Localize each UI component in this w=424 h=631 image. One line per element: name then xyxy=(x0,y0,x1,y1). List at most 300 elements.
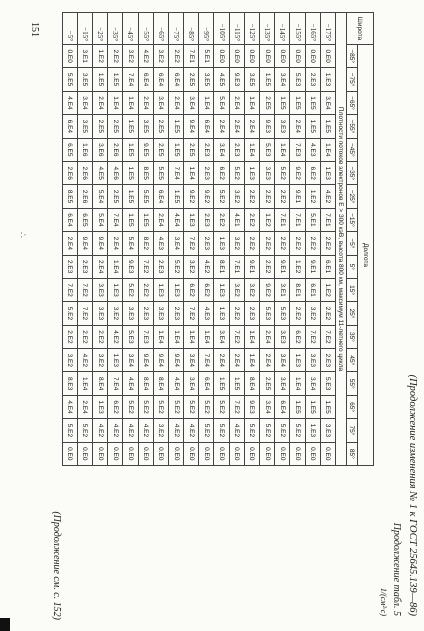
flux-value-cell: 2.E5 xyxy=(153,115,168,138)
table-row xyxy=(138,13,153,466)
flux-value-cell: 4.E2 xyxy=(320,185,335,208)
flux-value-cell: 1.E3 xyxy=(108,278,123,301)
flux-value-cell: 7.E2 xyxy=(184,302,199,325)
flux-value-cell: 7.E4 xyxy=(108,372,123,395)
flux-value-cell: 7.E4 xyxy=(123,68,138,91)
flux-value-cell: 0.E0 xyxy=(305,442,320,465)
flux-value-cell: 5.E1 xyxy=(199,45,214,68)
flux-value-cell: 3.E4 xyxy=(184,372,199,395)
table-row xyxy=(290,13,305,466)
table-body xyxy=(62,13,335,466)
flux-value-cell: 4.E4 xyxy=(123,372,138,395)
flux-value-cell: 3.E5 xyxy=(77,115,92,138)
flux-value-cell: 2.E2 xyxy=(244,208,259,231)
flux-value-cell: 5.E2 xyxy=(275,161,290,184)
flux-value-cell: 2.E4 xyxy=(153,208,168,231)
table-row xyxy=(320,13,335,466)
flux-value-cell: 1.E3 xyxy=(214,232,229,255)
flux-value-cell: 0.E0 xyxy=(305,45,320,68)
flux-value-cell: 1.E4 xyxy=(184,161,199,184)
table-continuation-label: Продолжение табл. 5 xyxy=(391,522,402,616)
flux-value-cell: 0.E0 xyxy=(320,442,335,465)
flux-value-cell: 4.E2 xyxy=(123,419,138,442)
flux-value-cell: 0.E0 xyxy=(77,442,92,465)
flux-value-cell: 3.E3 xyxy=(260,161,275,184)
flux-value-cell: 5.E5 xyxy=(62,68,77,91)
longitude-column-header: −65° xyxy=(347,91,358,114)
flux-value-cell: 6.E4 xyxy=(168,68,183,91)
flux-value-cell: 1.E3 xyxy=(93,395,108,418)
latitude-cell: −15° xyxy=(77,13,92,45)
continuation-note: (Продолжение см. с. 152) xyxy=(51,511,62,620)
flux-value-cell: 9.E1 xyxy=(305,255,320,278)
flux-value-cell: 2.E2 xyxy=(108,45,123,68)
latitude-cell: −45° xyxy=(123,13,138,45)
page-number: 151 xyxy=(29,22,40,37)
flux-value-cell: 1.E5 xyxy=(168,115,183,138)
flux-value-cell: 9.E2 xyxy=(260,278,275,301)
flux-value-cell: 9.E5 xyxy=(138,138,153,161)
flux-value-cell: 1.E4 xyxy=(153,325,168,348)
flux-value-cell: 2.E4 xyxy=(77,395,92,418)
flux-value-cell: 3.E1 xyxy=(275,278,290,301)
flux-value-cell: 3.E3 xyxy=(123,302,138,325)
flux-value-cell: 3.E4 xyxy=(320,91,335,114)
flux-value-cell: 3.E4 xyxy=(168,232,183,255)
flux-value-cell: 2.E5 xyxy=(184,68,199,91)
table-row xyxy=(199,13,214,466)
flux-value-cell: 7.E2 xyxy=(229,395,244,418)
flux-value-cell: 5.E2 xyxy=(184,395,199,418)
flux-value-cell: 1.E4 xyxy=(244,91,259,114)
flux-value-cell: 1.E3 xyxy=(290,349,305,372)
flux-value-cell: 9.E4 xyxy=(168,349,183,372)
flux-value-cell: 3.E3 xyxy=(153,302,168,325)
table-row xyxy=(168,13,183,466)
flux-value-cell: 2.E2 xyxy=(260,185,275,208)
flux-value-cell: 1.E5 xyxy=(123,115,138,138)
flux-value-cell: 3.E2 xyxy=(153,419,168,442)
flux-value-cell: 2.E2 xyxy=(260,232,275,255)
flux-value-cell: 7.E2 xyxy=(77,302,92,325)
flux-value-cell: 9.E2 xyxy=(199,185,214,208)
table-row xyxy=(305,13,320,466)
flux-value-cell: 1.E5 xyxy=(305,395,320,418)
flux-value-cell: 3.E5 xyxy=(138,115,153,138)
flux-value-cell: 5.E2 xyxy=(77,419,92,442)
longitude-columns-row xyxy=(347,13,358,466)
flux-value-cell: 4.E1 xyxy=(229,208,244,231)
flux-value-cell: 2.E4 xyxy=(229,115,244,138)
flux-value-cell: 0.E0 xyxy=(244,442,259,465)
flux-value-cell: 2.E2 xyxy=(305,232,320,255)
flux-value-cell: 1.E4 xyxy=(290,372,305,395)
flux-value-cell: 4.E2 xyxy=(184,419,199,442)
flux-value-cell: 8.E1 xyxy=(214,255,229,278)
flux-value-cell: 2.E2 xyxy=(275,232,290,255)
flux-value-cell: 1.E4 xyxy=(108,255,123,278)
table-row xyxy=(108,13,123,466)
flux-value-cell: 2.E3 xyxy=(199,232,214,255)
flux-value-cell: 4.E3 xyxy=(153,232,168,255)
flux-value-cell: 9.E1 xyxy=(290,185,305,208)
flux-value-cell: 6.E2 xyxy=(184,278,199,301)
table-row xyxy=(275,13,290,466)
flux-value-cell: 1.E3 xyxy=(305,419,320,442)
flux-value-cell: 0.E0 xyxy=(153,442,168,465)
table-row xyxy=(93,13,108,466)
flux-value-cell: 1.E4 xyxy=(77,372,92,395)
longitude-column-header: 55° xyxy=(347,372,358,395)
flux-value-cell: 3.E4 xyxy=(275,349,290,372)
flux-value-cell: 4.E2 xyxy=(77,349,92,372)
latitude-cell: −75° xyxy=(168,13,183,45)
flux-value-cell: 5.E2 xyxy=(275,419,290,442)
longitude-column-header: 5° xyxy=(347,255,358,278)
flux-value-cell: 6.E4 xyxy=(199,372,214,395)
flux-value-cell: 7.E2 xyxy=(229,325,244,348)
flux-value-cell: 2.E3 xyxy=(229,138,244,161)
flux-value-cell: 0.E0 xyxy=(62,45,77,68)
flux-value-cell: 4.E4 xyxy=(168,208,183,231)
flux-value-cell: 9.E3 xyxy=(229,68,244,91)
flux-value-cell: 2.E2 xyxy=(168,45,183,68)
flux-value-cell: 0.E0 xyxy=(168,442,183,465)
flux-value-cell: 8.E4 xyxy=(93,372,108,395)
flux-value-cell: 1.E5 xyxy=(320,395,335,418)
flux-value-cell: 3.E4 xyxy=(260,395,275,418)
flux-value-cell: 1.E4 xyxy=(199,325,214,348)
flux-value-cell: 6.E4 xyxy=(153,68,168,91)
flux-value-cell: 1.E4 xyxy=(244,138,259,161)
flux-value-cell: 7.E1 xyxy=(184,45,199,68)
flux-value-cell: 0.E0 xyxy=(214,442,229,465)
flux-value-cell: 8.E4 xyxy=(138,372,153,395)
flux-value-cell: 0.E0 xyxy=(93,442,108,465)
table-row xyxy=(153,13,168,466)
longitude-column-header: −75° xyxy=(347,68,358,91)
flux-value-cell: 3.E2 xyxy=(229,278,244,301)
flux-value-cell: 8.E1 xyxy=(290,278,305,301)
latitude-cell: −65° xyxy=(153,13,168,45)
flux-value-cell: 2.E4 xyxy=(260,349,275,372)
flux-value-cell: 5.E2 xyxy=(138,395,153,418)
flux-value-cell: 0.E0 xyxy=(123,442,138,465)
flux-value-cell: 0.E0 xyxy=(229,442,244,465)
latitude-cell: −115° xyxy=(229,13,244,45)
flux-value-cell: 2.E6 xyxy=(62,161,77,184)
flux-value-cell: 5.E3 xyxy=(320,372,335,395)
flux-value-cell: 1.E4 xyxy=(275,138,290,161)
flux-value-cell: 5.E2 xyxy=(62,419,77,442)
flux-value-cell: 5.E2 xyxy=(214,185,229,208)
flux-value-cell: 1.E5 xyxy=(138,208,153,231)
longitude-column-header: −55° xyxy=(347,115,358,138)
flux-value-cell: 3.E3 xyxy=(305,349,320,372)
flux-value-cell: 1.E4 xyxy=(244,325,259,348)
flux-value-cell: 0.E0 xyxy=(290,442,305,465)
table-row xyxy=(260,13,275,466)
flux-value-cell: 2.E4 xyxy=(138,91,153,114)
flux-value-cell: 1.E5 xyxy=(123,185,138,208)
flux-value-cell: 2.E4 xyxy=(229,91,244,114)
flux-value-cell: 3.E3 xyxy=(93,278,108,301)
longitude-column-header: −45° xyxy=(347,138,358,161)
flux-value-cell: 2.E3 xyxy=(168,302,183,325)
flux-value-cell: 5.E3 xyxy=(260,138,275,161)
flux-value-cell: 1.E3 xyxy=(108,349,123,372)
latitude-header: Широта xyxy=(347,13,374,45)
flux-value-cell: 1.E5 xyxy=(290,91,305,114)
flux-value-cell: 2.E3 xyxy=(62,255,77,278)
flux-value-cell: 4.E4 xyxy=(168,372,183,395)
flux-value-cell: 6.E2 xyxy=(108,395,123,418)
flux-value-cell: 1.E3 xyxy=(214,278,229,301)
flux-value-cell: 5.E3 xyxy=(123,325,138,348)
flux-value-cell: 3.E2 xyxy=(229,185,244,208)
flux-value-cell: 2.E2 xyxy=(320,302,335,325)
flux-value-cell: 9.E1 xyxy=(244,255,259,278)
latitude-cell: −105° xyxy=(214,13,229,45)
flux-value-cell: 7.E2 xyxy=(138,255,153,278)
flux-value-cell: 0.E0 xyxy=(184,442,199,465)
flux-value-cell: 0.E0 xyxy=(260,442,275,465)
flux-value-cell: 3.E2 xyxy=(108,302,123,325)
table-subheader: Плотности потоков электронов E > 300 кэВ, высота 800 км, максимум 11-летнего цикла xyxy=(336,13,347,466)
flux-value-cell: 2.E2 xyxy=(244,232,259,255)
flux-value-cell: 1.E6 xyxy=(77,138,92,161)
flux-value-cell: 5.E5 xyxy=(153,161,168,184)
flux-value-cell: 5.E2 xyxy=(123,278,138,301)
flux-value-cell: 2.E4 xyxy=(260,325,275,348)
flux-value-cell: 7.E2 xyxy=(305,325,320,348)
flux-value-cell: 2.E3 xyxy=(199,138,214,161)
flux-value-cell: 9.E4 xyxy=(153,349,168,372)
flux-value-cell: 1.E2 xyxy=(260,208,275,231)
flux-value-cell: 5.E2 xyxy=(290,419,305,442)
flux-value-cell: 2.E3 xyxy=(320,349,335,372)
flux-value-cell: 7.E1 xyxy=(229,255,244,278)
longitude-column-header: 65° xyxy=(347,395,358,418)
flux-value-cell: 9.E4 xyxy=(184,115,199,138)
flux-value-cell: 2.E4 xyxy=(244,115,259,138)
longitude-column-header: −35° xyxy=(347,161,358,184)
flux-value-cell: 2.E6 xyxy=(77,185,92,208)
flux-value-cell: 0.E0 xyxy=(260,45,275,68)
flux-value-cell: 3.E2 xyxy=(229,232,244,255)
flux-value-cell: 3.E5 xyxy=(199,68,214,91)
flux-value-cell: 2.E4 xyxy=(290,115,305,138)
longitude-column-header: −85° xyxy=(347,45,358,68)
flux-value-cell: 4.E3 xyxy=(305,138,320,161)
flux-value-cell: 6.E4 xyxy=(153,185,168,208)
flux-value-cell: 1.E3 xyxy=(184,208,199,231)
flux-value-cell: 3.E2 xyxy=(244,278,259,301)
flux-value-cell: 5.E4 xyxy=(214,91,229,114)
flux-value-cell: 4.E2 xyxy=(199,255,214,278)
flux-value-cell: 3.E1 xyxy=(77,45,92,68)
flux-value-cell: 1.E5 xyxy=(123,161,138,184)
flux-value-cell: 3.E4 xyxy=(214,325,229,348)
flux-value-cell: 4.E2 xyxy=(229,419,244,442)
flux-value-cell: 6.E5 xyxy=(62,138,77,161)
flux-value-cell: 2.E2 xyxy=(229,302,244,325)
flux-value-cell: 0.E0 xyxy=(214,45,229,68)
longitude-column-header: 85° xyxy=(347,442,358,465)
flux-value-cell: 7.E2 xyxy=(184,232,199,255)
flux-value-cell: 1.E2 xyxy=(93,45,108,68)
flux-value-cell: 5.E2 xyxy=(214,395,229,418)
flux-value-cell: 9.E4 xyxy=(93,232,108,255)
flux-value-cell: 7.E1 xyxy=(275,208,290,231)
flux-value-cell: 2.E3 xyxy=(138,302,153,325)
flux-value-cell: 3.E2 xyxy=(184,255,199,278)
flux-value-cell: 6.E1 xyxy=(305,278,320,301)
flux-density-table xyxy=(62,12,374,466)
flux-value-cell: 2.E6 xyxy=(77,161,92,184)
table-row xyxy=(184,13,199,466)
flux-value-cell: 7.E4 xyxy=(199,349,214,372)
flux-value-cell: 2.E2 xyxy=(290,302,305,325)
flux-value-cell: 7.E4 xyxy=(168,161,183,184)
flux-value-cell: 2.E2 xyxy=(275,185,290,208)
flux-value-cell: 3.E3 xyxy=(275,115,290,138)
latitude-cell: −165° xyxy=(305,13,320,45)
flux-value-cell: 9.E4 xyxy=(77,232,92,255)
flux-value-cell: 1.E5 xyxy=(260,68,275,91)
flux-value-cell: 2.E5 xyxy=(260,372,275,395)
flux-value-cell: 5.E2 xyxy=(214,419,229,442)
flux-value-cell: 5.E2 xyxy=(229,161,244,184)
longitude-column-header: 25° xyxy=(347,302,358,325)
flux-value-cell: 0.E0 xyxy=(275,442,290,465)
flux-value-cell: 2.E2 xyxy=(77,325,92,348)
flux-value-cell: 2.E2 xyxy=(260,255,275,278)
flux-value-cell: 0.E0 xyxy=(320,45,335,68)
flux-value-cell: 2.E3 xyxy=(153,255,168,278)
flux-value-cell: 1.E5 xyxy=(305,91,320,114)
flux-value-cell: 8.E4 xyxy=(244,372,259,395)
flux-value-cell: 3.E2 xyxy=(123,45,138,68)
flux-value-cell: 0.E0 xyxy=(199,442,214,465)
flux-value-cell: 2.E5 xyxy=(260,91,275,114)
flux-value-cell: 0.E0 xyxy=(229,45,244,68)
flux-value-cell: 3.E2 xyxy=(305,302,320,325)
flux-value-cell: 2.E4 xyxy=(93,91,108,114)
flux-value-cell: 1.E2 xyxy=(290,255,305,278)
longitude-column-header: 75° xyxy=(347,419,358,442)
flux-value-cell: 3.E2 xyxy=(93,349,108,372)
flux-value-cell: 9.E3 xyxy=(260,115,275,138)
flux-value-cell: 2.E2 xyxy=(290,232,305,255)
longitude-column-header: −5° xyxy=(347,232,358,255)
flux-value-cell: 0.E0 xyxy=(290,45,305,68)
flux-value-cell: 5.E2 xyxy=(62,302,77,325)
flux-value-cell: 1.E5 xyxy=(290,395,305,418)
flux-value-cell: 4.E4 xyxy=(62,395,77,418)
flux-value-cell: 7.E4 xyxy=(108,208,123,231)
longitude-column-header: 35° xyxy=(347,325,358,348)
flux-value-cell: 2.E4 xyxy=(168,91,183,114)
flux-value-cell: 1.E3 xyxy=(244,161,259,184)
flux-value-cell: 2.E5 xyxy=(108,115,123,138)
units-label: 1/(см²·с) xyxy=(379,587,388,616)
flux-value-cell: 3.E3 xyxy=(93,302,108,325)
latitude-cell: −135° xyxy=(260,13,275,45)
latitude-cell: −35° xyxy=(108,13,123,45)
flux-value-cell: 2.E4 xyxy=(62,232,77,255)
flux-value-cell: 3.E4 xyxy=(77,91,92,114)
flux-value-cell: 1.E4 xyxy=(108,91,123,114)
flux-value-cell: 3.E4 xyxy=(184,349,199,372)
longitude-header: Долгота xyxy=(358,45,374,466)
flux-value-cell: 1.E5 xyxy=(123,138,138,161)
flux-value-cell: 1.E5 xyxy=(305,115,320,138)
flux-value-cell: 3.E4 xyxy=(184,91,199,114)
flux-value-cell: 2.E2 xyxy=(244,185,259,208)
flux-value-cell: 0.E0 xyxy=(62,442,77,465)
flux-value-cell: 4.E2 xyxy=(138,45,153,68)
flux-value-cell: 4.E2 xyxy=(138,419,153,442)
flux-value-cell: 6.E2 xyxy=(305,161,320,184)
flux-value-cell: 4.E2 xyxy=(108,325,123,348)
flux-value-cell: 8.E3 xyxy=(62,372,77,395)
flux-value-cell: 6.E2 xyxy=(199,278,214,301)
flux-value-cell: 1.E2 xyxy=(305,185,320,208)
flux-value-cell: 2.E3 xyxy=(199,208,214,231)
flux-value-cell: 1.E2 xyxy=(320,278,335,301)
flux-value-cell: 6.E1 xyxy=(320,255,335,278)
flux-value-cell: 6.E4 xyxy=(199,115,214,138)
longitude-column-header: 15° xyxy=(347,278,358,301)
flux-value-cell: 3.E6 xyxy=(93,138,108,161)
flux-value-cell: 3.E2 xyxy=(62,349,77,372)
flux-value-cell: 2.E3 xyxy=(244,302,259,325)
latitude-cell: −5° xyxy=(62,13,77,45)
flux-value-cell: 4.E3 xyxy=(199,302,214,325)
table-row xyxy=(214,13,229,466)
flux-value-cell: 3.E3 xyxy=(275,325,290,348)
flux-value-cell: 7.E1 xyxy=(320,208,335,231)
flux-value-cell: 2.E2 xyxy=(214,208,229,231)
flux-value-cell: 1.E5 xyxy=(214,372,229,395)
flux-value-cell: 3.E2 xyxy=(153,45,168,68)
latitude-cell: −175° xyxy=(320,13,335,45)
flux-value-cell: 5.E4 xyxy=(123,232,138,255)
flux-value-cell: 2.E2 xyxy=(93,325,108,348)
flux-value-cell: 4.E4 xyxy=(62,91,77,114)
flux-value-cell: 1.E5 xyxy=(168,185,183,208)
flux-value-cell: 9.E2 xyxy=(290,161,305,184)
flux-value-cell: 3.E4 xyxy=(214,138,229,161)
latitude-cell: −155° xyxy=(290,13,305,45)
flux-value-cell: 5.E2 xyxy=(123,395,138,418)
flux-value-cell: 3.E4 xyxy=(305,372,320,395)
amendment-title: (Продолжение изменения № 1 к ГОСТ 25645.139—86) xyxy=(407,374,418,616)
flux-value-cell: 2.E3 xyxy=(199,161,214,184)
flux-value-cell: 2.E6 xyxy=(108,138,123,161)
flux-value-cell: 7.E3 xyxy=(290,138,305,161)
flux-value-cell: 3.E4 xyxy=(153,91,168,114)
flux-value-cell: 5.E2 xyxy=(260,419,275,442)
flux-value-cell: 5.E4 xyxy=(93,208,108,231)
flux-value-cell: 9.E2 xyxy=(184,185,199,208)
latitude-cell: −95° xyxy=(199,13,214,45)
flux-value-cell: 9.E4 xyxy=(138,349,153,372)
latitude-cell: −125° xyxy=(244,13,259,45)
flux-value-cell: 1.E5 xyxy=(275,91,290,114)
longitude-column-header: 45° xyxy=(347,349,358,372)
